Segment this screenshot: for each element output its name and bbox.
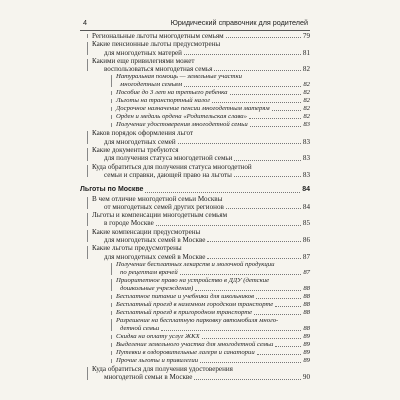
toc-entry-text: семьи и справки, дающей право на льготы	[104, 170, 232, 179]
toc-page-number: 83	[302, 154, 310, 163]
toc-entry-text: для многодетных семей в Москве	[104, 252, 206, 261]
dot-leader	[161, 330, 301, 331]
toc-entry	[80, 129, 310, 146]
toc-entry	[80, 365, 310, 382]
dot-leader	[256, 298, 301, 299]
toc-entry-text: Разрешение на бесплатную парковку автомобиля много-	[116, 316, 279, 324]
indent-rule	[87, 230, 88, 243]
toc-page-number: 82	[303, 81, 310, 89]
toc-entry	[80, 57, 310, 74]
indent-rule	[111, 107, 112, 111]
toc-entry	[80, 317, 310, 333]
toc-page-number: 88	[303, 308, 310, 316]
toc-entry-text: Куда обратиться для получения удостоверения	[92, 364, 233, 373]
running-header	[80, 18, 310, 31]
indent-rule	[111, 91, 112, 95]
indent-rule	[111, 115, 112, 119]
toc-entry-text: детной семьи	[120, 324, 160, 332]
dot-leader	[234, 160, 300, 161]
toc-entry	[80, 105, 310, 113]
toc-page-number: 86	[302, 236, 310, 245]
toc-entry-text: Каков порядок оформления льгот	[92, 129, 194, 138]
table-of-contents	[80, 32, 310, 382]
toc-entry-text: для многодетных матерей	[104, 48, 182, 57]
dot-leader	[194, 379, 301, 380]
toc-page-number: 88	[303, 324, 310, 332]
toc-page-number: 89	[303, 348, 310, 356]
toc-entry	[80, 357, 310, 365]
toc-entry	[80, 163, 310, 180]
toc-entry-text: Какие льготы предусмотрены	[92, 244, 182, 253]
toc-page-number: 82	[303, 113, 310, 121]
toc-entry-text: Льготы на транспортный налог	[116, 97, 210, 105]
toc-entry-text: многодетной семьи в Москве	[104, 373, 193, 382]
toc-page-number: 82	[303, 97, 310, 105]
dot-leader	[212, 102, 301, 103]
dot-leader	[257, 354, 302, 355]
dot-leader	[230, 94, 302, 95]
indent-rule	[87, 165, 88, 178]
toc-entry-text: от многодетных семей других регионов	[104, 202, 224, 211]
toc-entry-text: Прочие льготы и привилегии	[116, 356, 199, 364]
toc-section-heading	[80, 186, 310, 194]
indent-rule	[111, 303, 112, 307]
running-title: Юридический справочник для родителей	[170, 18, 308, 27]
toc-entry	[80, 228, 310, 245]
indent-rule	[111, 99, 112, 103]
indent-rule	[87, 213, 88, 226]
indent-rule	[87, 148, 88, 161]
toc-page-number: 81	[302, 48, 310, 57]
dot-leader	[275, 346, 301, 347]
toc-entry-text: для многодетных семей	[104, 137, 176, 146]
toc-entry-text: Региональные льготы многодетным семьям	[92, 32, 224, 40]
dot-leader	[207, 258, 300, 259]
toc-page-number: 79	[302, 32, 310, 40]
toc-entry-text: Натуральная помощь — земельные участки	[116, 73, 242, 81]
dot-leader	[272, 110, 302, 111]
toc-entry-text: Какие документы требуются	[92, 146, 179, 155]
dot-leader	[214, 70, 301, 71]
indent-rule	[111, 263, 112, 275]
toc-entry-text: Путевки в оздоровительные лагеря и санатории	[116, 348, 255, 356]
toc-entry-text: Какие пенсионные льготы предусмотрены	[92, 40, 221, 49]
toc-page-number: 82	[303, 105, 310, 113]
dot-leader	[184, 54, 301, 55]
dot-leader	[202, 338, 302, 339]
dot-leader	[254, 314, 301, 315]
toc-entry-text: Бесплатное питание и учебники для школьников	[116, 292, 254, 300]
toc-entry-text: для получения статуса многодетной семьи	[104, 154, 233, 163]
dot-leader	[184, 86, 301, 87]
toc-page-number: 84	[302, 186, 310, 194]
indent-rule	[87, 42, 88, 55]
toc-entry	[80, 146, 310, 163]
toc-entry	[80, 309, 310, 317]
indent-rule	[111, 343, 112, 347]
toc-page-number: 87	[303, 268, 310, 276]
toc-page-number: 83	[303, 121, 310, 129]
toc-page-number: 89	[303, 332, 310, 340]
indent-rule	[87, 197, 88, 210]
indent-rule	[111, 311, 112, 315]
toc-entry-text: в городе Москве	[104, 219, 154, 228]
toc-entry-text: по рецептам врачей	[120, 268, 178, 276]
indent-rule	[111, 351, 112, 355]
toc-entry-text: Льготы по Москве	[80, 186, 144, 194]
toc-entry	[80, 293, 310, 301]
dot-leader	[178, 143, 301, 144]
toc-entry	[80, 113, 310, 121]
toc-page-number: 90	[302, 373, 310, 382]
dot-leader	[249, 118, 301, 119]
toc-entry	[80, 333, 310, 341]
indent-rule	[111, 123, 112, 127]
indent-rule	[111, 335, 112, 339]
toc-page-number: 82	[302, 65, 310, 74]
toc-page-number: 89	[303, 340, 310, 348]
toc-entry	[80, 73, 310, 89]
indent-rule	[111, 319, 112, 331]
toc-page-number: 84	[302, 202, 310, 211]
dot-leader	[226, 208, 301, 209]
toc-entry	[80, 121, 310, 129]
toc-entry-text: Получение удостоверения многодетной семьи	[116, 121, 248, 129]
toc-entry-text: Бесплатный проезд в пригородном транспорте	[116, 308, 253, 316]
dot-leader	[195, 290, 301, 291]
page-number: 4	[83, 18, 87, 27]
toc-page-number: 85	[302, 219, 310, 228]
toc-entry	[80, 195, 310, 212]
toc-page-number: 87	[302, 252, 310, 261]
toc-entry-text: многодетным семьям	[120, 81, 183, 89]
toc-entry-text: Бесплатный проезд в наземном городском транспорте	[116, 300, 274, 308]
toc-entry	[80, 301, 310, 309]
toc-entry	[80, 244, 310, 261]
toc-entry-text: Скидка на оплату услуг ЖКХ	[116, 332, 200, 340]
toc-entry-text: Какими еще привилегиями может	[92, 56, 195, 65]
toc-entry-text: Какие компенсации предусмотрены	[92, 227, 201, 236]
toc-entry-text: Получение бесплатных лекарств и молочной продукции	[116, 260, 275, 268]
dot-leader	[226, 37, 301, 38]
toc-entry-text: для многодетных семей в Москве	[104, 236, 206, 245]
toc-entry	[80, 89, 310, 97]
indent-rule	[111, 75, 112, 87]
dot-leader	[200, 362, 301, 363]
dot-leader	[250, 126, 302, 127]
toc-entry	[80, 211, 310, 228]
indent-rule	[111, 295, 112, 299]
dot-leader	[275, 306, 301, 307]
indent-rule	[87, 246, 88, 259]
dot-leader	[145, 192, 300, 193]
toc-entry-text: Пособие до 3 лет на третьего ребенка	[116, 89, 228, 97]
toc-entry	[80, 40, 310, 57]
toc-entry	[80, 32, 310, 40]
toc-entry	[80, 341, 310, 349]
toc-page-number: 89	[303, 356, 310, 364]
toc-entry-text: Куда обратиться для получения статуса многодетной	[92, 162, 252, 171]
toc-entry	[80, 277, 310, 293]
indent-rule	[87, 131, 88, 144]
dot-leader	[234, 176, 301, 177]
indent-rule	[111, 279, 112, 291]
toc-entry	[80, 97, 310, 105]
indent-rule	[87, 59, 88, 72]
toc-page-number: 82	[303, 89, 310, 97]
toc-entry	[80, 261, 310, 277]
indent-rule	[111, 359, 112, 363]
toc-entry-text: В чем отличие многодетной семьи Москвы	[92, 194, 223, 203]
indent-rule	[87, 34, 88, 38]
toc-page-number: 83	[302, 170, 310, 179]
indent-rule	[87, 367, 88, 380]
toc-entry-text: Орден и медаль ордена «Родительская слава»	[116, 113, 247, 121]
toc-entry	[80, 349, 310, 357]
toc-entry-text: Досрочное назначение пенсии многодетным матерям	[116, 105, 270, 113]
dot-leader	[180, 274, 302, 275]
toc-page-number: 88	[303, 300, 310, 308]
toc-entry-text: воспользоваться многодетная семья	[104, 65, 213, 74]
toc-entry-text: дошкольные учреждения)	[120, 284, 194, 292]
toc-entry-text: Льготы и компенсации многодетным семьям	[92, 211, 228, 220]
toc-entry-text: Выделение земельного участка для многодетной семьи	[116, 340, 274, 348]
toc-page-number: 88	[303, 284, 310, 292]
dot-leader	[156, 225, 301, 226]
dot-leader	[207, 241, 300, 242]
toc-entry-text: Приоритетное право на устройство в ДДУ (детские	[116, 276, 270, 284]
toc-page-number: 83	[302, 137, 310, 146]
toc-page-number: 88	[303, 292, 310, 300]
